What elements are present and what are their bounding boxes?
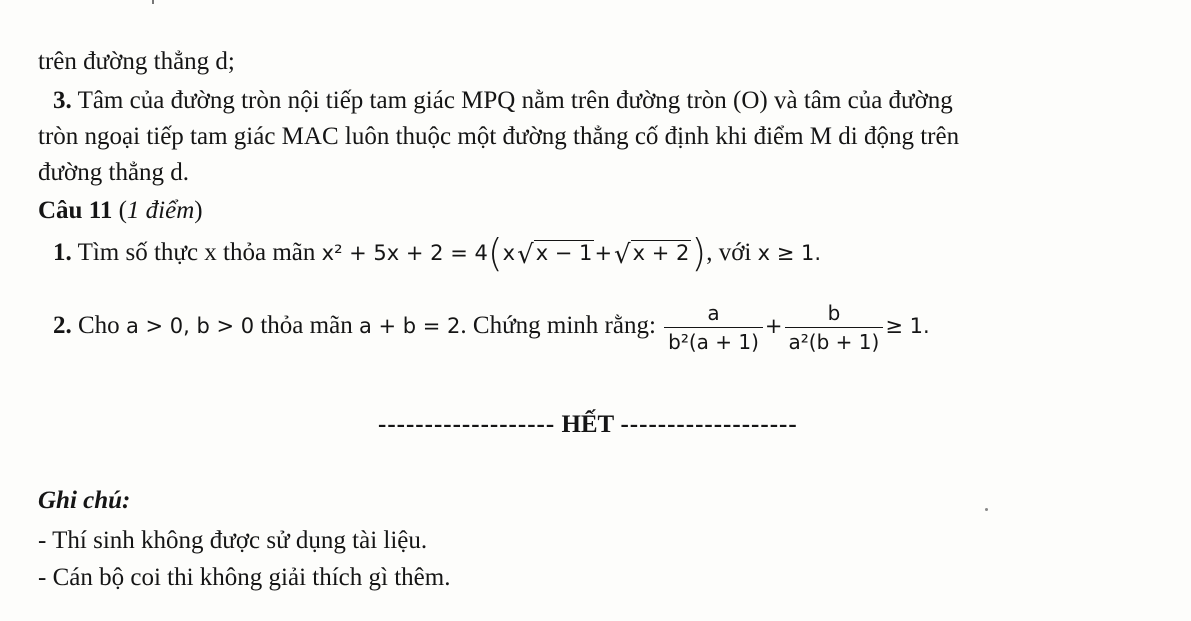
cau11-heading: Câu 11 (1 điểm) <box>38 197 203 224</box>
item3-text-line1: Tâm của đường tròn nội tiếp tam giác MPQ nằm trên đường tròn (O) và tâm của đường <box>77 87 953 114</box>
item2-text-c: . Chứng minh rằng: <box>460 312 656 339</box>
fraction-1 <box>664 301 763 354</box>
item3-line1 <box>53 86 953 116</box>
end-dashes-right: ------------------- <box>620 411 798 438</box>
item2-text-b: thỏa mãn <box>260 312 353 339</box>
item1-number: 1. <box>53 239 72 266</box>
fraction2-numerator: b <box>827 300 841 325</box>
item1-cond: x ≥ 1. <box>757 241 822 265</box>
item3-line2 <box>38 122 959 152</box>
item1-sqrt1-prefix: x <box>502 241 516 265</box>
item2-text-a: Cho <box>78 312 120 339</box>
fraction-2 <box>785 301 884 354</box>
scan-dot <box>985 508 988 511</box>
sqrt-1: √x − 1 <box>517 240 593 270</box>
item3-line3 <box>38 158 189 188</box>
item3-text-line3: đường thẳng d. <box>38 159 190 186</box>
item1-tail: , với <box>706 239 752 266</box>
cau11-points: 1 điểm <box>126 197 195 224</box>
notes-text-line2: - Cán bộ coi thi không giải thích gì thêm. <box>38 564 451 591</box>
cau11-title: Câu 11 <box>38 197 113 224</box>
notes-text-line1: - Thí sinh không được sử dụng tài liệu. <box>38 527 428 554</box>
notes-title: Ghi chú: <box>38 487 131 514</box>
item1-text: Tìm số thực x thỏa mãn <box>77 239 316 266</box>
notes-heading <box>38 486 130 516</box>
sqrt2-arg: x + 2 <box>632 241 690 265</box>
item3-number: 3. <box>53 87 72 114</box>
item2-cond2: a + b = 2 <box>358 314 461 338</box>
prev-line-text: trên đường thẳng d; <box>38 48 235 75</box>
item2-number: 2. <box>53 312 72 339</box>
fraction1-denominator: b²(a + 1) <box>664 327 763 354</box>
item1-plus: + <box>594 241 613 265</box>
notes-line2 <box>38 563 450 593</box>
end-marker <box>378 410 798 440</box>
end-dashes-left: ------------------- <box>378 411 556 438</box>
item3-text-line2: tròn ngoại tiếp tam giác MAC luôn thuộc một đường thẳng cố định khi điểm M di động trên <box>38 123 960 150</box>
inequality-tail: ≥ 1. <box>885 314 930 338</box>
fraction2-denominator: a²(b + 1) <box>785 327 884 354</box>
item1-eq-lhs: x² + 5x + 2 = 4 <box>321 241 488 265</box>
sqrt1-arg: x − 1 <box>535 241 593 265</box>
item2-cond1: a > 0, b > 0 <box>125 314 255 338</box>
sqrt-2: √x + 2 <box>614 240 690 270</box>
cau11-item2 <box>53 296 930 356</box>
scan-mark <box>152 0 154 4</box>
fraction1-numerator: a <box>707 300 720 325</box>
prev-line <box>38 47 235 77</box>
end-label: HẾT <box>561 411 615 438</box>
notes-line1 <box>38 526 427 556</box>
cau11-item1: 1. Tìm số thực x thỏa mãn x² + 5x + 2 = 4(x√x − 1+√x + 2), với x ≥ 1. <box>53 231 822 275</box>
fraction-plus: + <box>764 314 783 338</box>
